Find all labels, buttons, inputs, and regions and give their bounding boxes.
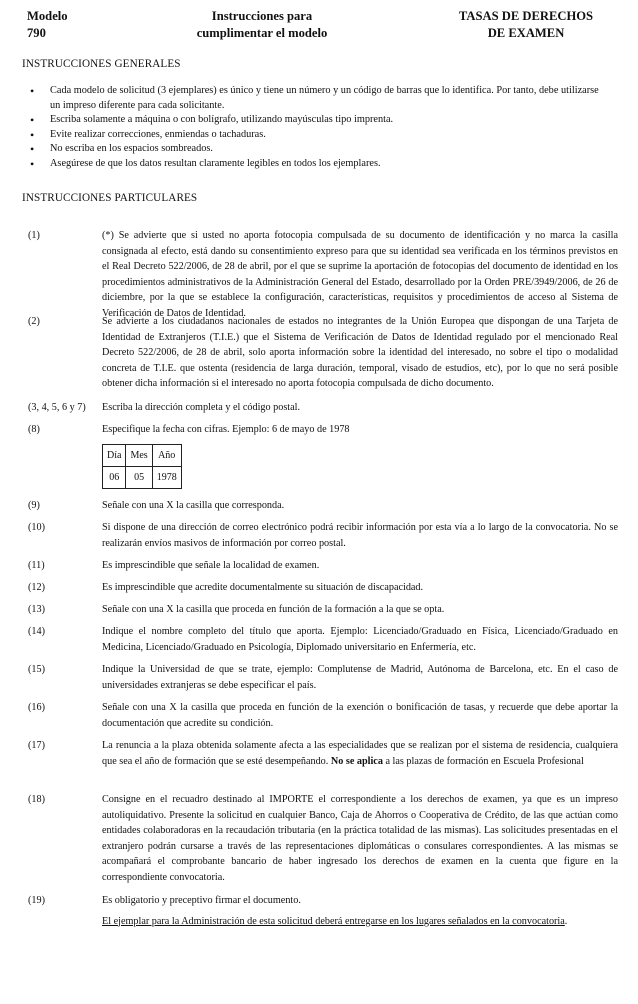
list-item: • Evite realizar correcciones, enmiendas o tachaduras. — [50, 128, 610, 143]
model-number: 790 — [27, 26, 46, 40]
instruction-item-10 — [22, 520, 618, 558]
instruction-item-8 — [22, 422, 618, 498]
header-model — [27, 8, 68, 42]
date-header-month: Mes — [126, 444, 152, 466]
item-number: (18) — [28, 794, 45, 805]
submission-note — [102, 914, 618, 930]
instruction-item-14 — [22, 624, 618, 662]
item-number: (14) — [28, 626, 45, 637]
item-number: (1) — [28, 230, 40, 241]
document-header — [0, 8, 638, 44]
date-value-month: 05 — [126, 466, 152, 488]
item-text: (*) Se advierte que si usted no aporta fotocopia compulsada de su documento de identificación y no marca la casilla consignada al efecto, está dando su consentimiento expreso para que su identidad sea verificada en los términos previstos en el Real Decreto 522/2006, de 28 de abril, por el que se suprime la aportación de fotocopias del documento de identidad en los procedimientos administrativos de la Administración General del Estado, desarrollado por la Orden PRE/3949/2006, de 26 de diciembre, por la que se establece la configuración, características, requisitos y procedimientos de acceso al Sistema de Verificación de Datos de Identidad. — [102, 230, 618, 319]
title-line-1: Instrucciones para — [211, 9, 313, 23]
instruction-item-19 — [22, 893, 618, 933]
date-example-table — [102, 444, 182, 489]
item-text: Consigne en el recuadro destinado al IMPORTE el correspondiente a los derechos de examen, ya que es un impreso autoliquidativo. Presente la solicitud en cualquier Banco, Caja de Ahorros o Cooperativa de Crédito, de las que actúan como entidades colaboradoras en la recaudación tributaria (en la práctica totalidad de las mismas). Las solicitudes presentadas en el extranjero podrán cursarse a través de las representaciones diplomáticas o consulares correspondientes. A las mismas se acompañará el comprobante bancario de haber ingresado los derechos de examen en la cuenta que figure en la correspondiente convocatoria. — [102, 794, 618, 883]
list-item: • Escriba solamente a máquina o con bolígrafo, utilizando mayúsculas tipo imprenta. — [50, 113, 610, 128]
general-instructions-list — [50, 84, 610, 172]
item-text-emphasis: No se aplica — [330, 755, 383, 767]
title-line-2: cumplimentar el modelo — [196, 26, 328, 40]
item-text: Señale con una X la casilla que corresponda. — [102, 500, 285, 511]
instruction-item-2 — [22, 314, 618, 400]
list-item: • Asegúrese de que los datos resultan claramente legibles en todos los ejemplares. — [50, 157, 610, 172]
item-text: Escriba la dirección completa y el código postal. — [102, 402, 301, 413]
date-header-day: Día — [103, 444, 126, 466]
fee-line-2: DE EXAMEN — [487, 26, 565, 40]
item-text: Señale con una X la casilla que proceda en función de la exención o bonificación de tasas, y recuerde que debe aportar la documentación que acredite su condición. — [102, 702, 618, 729]
item-text: Si dispone de una dirección de correo electrónico podrá recibir información por esta vía a lo largo de la convocatoria. No se realizarán envíos masivos de información por correo postal. — [102, 522, 618, 549]
header-fee-type — [436, 8, 616, 42]
instruction-item-3-7 — [22, 400, 618, 422]
item-number: (10) — [28, 522, 45, 533]
particular-instructions-title: INSTRUCCIONES PARTICULARES — [22, 192, 198, 204]
instruction-item-11 — [22, 558, 618, 580]
item-text: Es imprescindible que señale la localidad de examen. — [102, 560, 320, 571]
item-number: (17) — [28, 740, 45, 751]
instruction-item-9 — [22, 498, 618, 520]
item-text-part: La renuncia a la plaza obtenida solamente afecta a las especialidades que se realizan por el sistema de residencia, cualquiera que sea el año de formación que se esté desempeñando. — [102, 740, 618, 767]
submission-note-end: . — [564, 915, 568, 927]
item-number: (12) — [28, 582, 45, 593]
item-text — [102, 738, 618, 769]
list-item: • No escriba en los espacios sombreados. — [50, 142, 610, 157]
item-text: Señale con una X la casilla que proceda en función de la formación a la que se opta. — [102, 604, 445, 615]
item-text: Especifique la fecha con cifras. Ejemplo: 6 de mayo de 1978 — [102, 424, 350, 435]
instruction-item-18 — [22, 792, 618, 893]
item-number: (13) — [28, 604, 45, 615]
instruction-item-16 — [22, 700, 618, 738]
item-number: (16) — [28, 702, 45, 713]
item-number: (9) — [28, 500, 40, 511]
item-number: (3, 4, 5, 6 y 7) — [28, 402, 86, 413]
item-text: Indique el nombre completo del título que aporta. Ejemplo: Licenciado/Graduado en Física, Licenciado/Graduado en Medicina, Licenciado/Graduado en Psicología, Diplomado universitario en Enfermería, etc. — [102, 626, 618, 653]
item-number: (15) — [28, 664, 45, 675]
item-number: (19) — [28, 895, 45, 906]
general-instructions-title: INSTRUCCIONES GENERALES — [22, 58, 181, 70]
instruction-item-1 — [22, 228, 618, 319]
model-label: Modelo — [27, 9, 68, 23]
date-value-year: 1978 — [152, 466, 181, 488]
item-number: (8) — [28, 424, 40, 435]
item-text: Indique la Universidad de que se trate, ejemplo: Complutense de Madrid, Autónoma de Barcelona, etc. En el caso de universidades extranjeras se debe especificar el país. — [102, 664, 618, 691]
item-text: Es obligatorio y preceptivo firmar el documento. — [102, 895, 301, 906]
submission-note-text: El ejemplar para la Administración de esta solicitud deberá entregarse en los lugares señalados en la convocatoria — [102, 915, 565, 927]
list-item: • Cada modelo de solicitud (3 ejemplares) es único y tiene un número y un código de barras que lo identifica. Por tanto, debe utilizarse un impreso diferente para cada solicitante. — [50, 84, 610, 113]
instruction-item-15 — [22, 662, 618, 700]
header-title — [172, 8, 352, 42]
item-text: Se advierte a los ciudadanos nacionales de estados no integrantes de la Unión Europea que dispongan de una Tarjeta de Identidad de Extranjeros (T.I.E.) que el Sistema de Verificación de Datos de Identidad regulado por el mencionado Real Decreto 522/2006, de 28 de abril, solo aporta información sobre la identidad del interesado, no sobre el tipo o modalidad concreta de T.I.E. que ostenta (residencia de larga duración, temporal, visado de estudios, etc), por lo que no será posible obtener dicha información si el interesado no aporta fotocopia compulsada de dicho documento. — [102, 316, 618, 389]
item-number: (11) — [28, 560, 45, 571]
fee-line-1: TASAS DE DERECHOS — [458, 9, 594, 23]
particular-instructions-list — [22, 228, 618, 933]
item-text-part: a las plazas de formación en Escuela Profesional — [382, 755, 584, 767]
instruction-item-12 — [22, 580, 618, 602]
instruction-item-13 — [22, 602, 618, 624]
date-value-day: 06 — [103, 466, 126, 488]
date-header-year: Año — [152, 444, 181, 466]
item-text: Es imprescindible que acredite documentalmente su situación de discapacidad. — [102, 582, 424, 593]
instruction-item-17 — [22, 738, 618, 792]
item-number: (2) — [28, 316, 40, 327]
